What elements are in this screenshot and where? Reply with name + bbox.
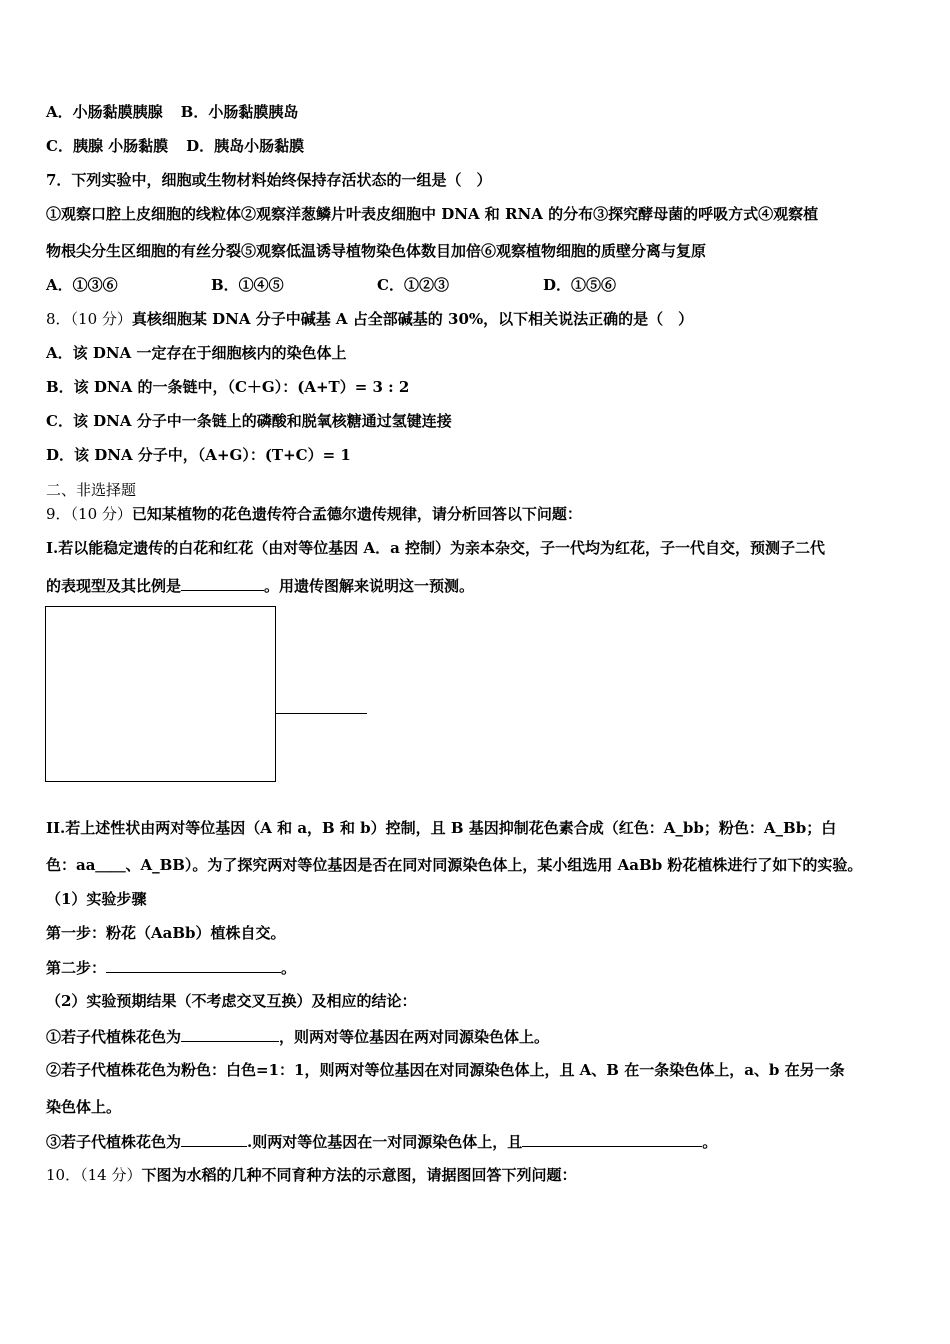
q6-option-b: B．小肠黏膜胰岛 bbox=[180, 103, 299, 121]
q6-option-d: D．胰岛小肠黏膜 bbox=[186, 137, 305, 155]
q9-step2 bbox=[46, 957, 296, 978]
q8-number: 8．（10 分） bbox=[46, 310, 132, 328]
q9-part1-text: 的表现型及其比例是 bbox=[46, 577, 182, 595]
q9-part2-line2: 色：aa＿＿、A_BB）。为了探究两对等位基因是否在同对同源染色体上，某小组选用 AaBb 粉花植株进行了如下的实验。 bbox=[46, 856, 863, 874]
answer-blank[interactable] bbox=[522, 1131, 702, 1147]
section-heading: 二、非选择题 bbox=[46, 481, 137, 499]
q7-items-line1: ①观察口腔上皮细胞的线粒体②观察洋葱鳞片叶表皮细胞中 DNA 和 RNA 的分布③探究酵母菌的呼吸方式④观察植 bbox=[46, 205, 819, 223]
q9-stem: 已知某植物的花色遗传符合孟德尔遗传规律，请分析回答以下问题： bbox=[131, 505, 582, 523]
q7-option-a: A．①③⑥ bbox=[46, 276, 118, 294]
q9-result2-line1: ②若子代植株花色为粉色：白色=1：1，则两对等位基因在对同源染色体上，且 A、B 在一条染色体上，a、b 在另一条 bbox=[46, 1061, 845, 1079]
q7-stem: 7．下列实验中，细胞或生物材料始终保持存活状态的一组是（ ） bbox=[46, 171, 492, 189]
q7-option-c: C．①②③ bbox=[377, 276, 449, 294]
q10-stem: 下图为水稻的几种不同育种方法的示意图，请据图回答下列问题： bbox=[141, 1166, 577, 1184]
q6-option-c: C．胰腺 小肠黏膜 bbox=[46, 137, 169, 155]
q9-result-title: （2）实验预期结果（不考虑交叉互换）及相应的结论： bbox=[46, 992, 417, 1010]
answer-blank[interactable] bbox=[181, 1131, 247, 1147]
q9-part2-line1: II.若上述性状由两对等位基因（A 和 a，B 和 b）控制，且 B 基因抑制花色素合成（红色：A_bb；粉色：A_Bb；白 bbox=[46, 819, 837, 837]
q9-part1-text2: 。用遗传图解来说明这一预测。 bbox=[264, 577, 475, 595]
q9-result3-prefix: ③若子代植株花色为 bbox=[46, 1133, 182, 1151]
answer-blank[interactable] bbox=[106, 957, 281, 973]
q9-result1-suffix: ，则两对等位基因在两对同源染色体上。 bbox=[279, 1028, 550, 1046]
q6-options-row1 bbox=[46, 102, 298, 122]
q9-result3 bbox=[46, 1131, 717, 1152]
q9-step2-prefix: 第二步： bbox=[46, 959, 107, 977]
q7-option-d: D．①⑤⑥ bbox=[543, 276, 617, 294]
q8-option-a: A．该 DNA 一定存在于细胞核内的染色体上 bbox=[46, 344, 347, 362]
q6-option-a: A．小肠黏膜胰腺 bbox=[46, 103, 163, 121]
q9-step1: 第一步：粉花（AaBb）植株自交。 bbox=[46, 924, 286, 942]
q9-part1-line1: I.若以能稳定遗传的白花和红花（由对等位基因 A．a 控制）为亲本杂交，子一代均为红花，子一代自交，预测子二代 bbox=[46, 539, 826, 557]
q7-items-line2: 物根尖分生区细胞的有丝分裂⑤观察低温诱导植物染色体数目加倍⑥观察植物细胞的质壁分离与复原 bbox=[46, 242, 707, 260]
q8-option-c: C．该 DNA 分子中一条链上的磷酸和脱氧核糖通过氢键连接 bbox=[46, 412, 452, 430]
q7-option-b: B．①④⑤ bbox=[211, 276, 284, 294]
q8-option-d: D．该 DNA 分子中，（A+G）：(T+C）= 1 bbox=[46, 446, 351, 464]
q8-stem-line bbox=[46, 309, 693, 329]
genetic-diagram-box bbox=[45, 606, 276, 782]
q9-step-title: （1）实验步骤 bbox=[46, 890, 147, 908]
q9-result1-prefix: ①若子代植株花色为 bbox=[46, 1028, 182, 1046]
q8-option-b: B．该 DNA 的一条链中，（C＋G）：(A+T）= 3 : 2 bbox=[46, 378, 410, 396]
q8-stem: 真核细胞某 DNA 分子中碱基 A 占全部碱基的 30%，以下相关说法正确的是（ ） bbox=[131, 310, 694, 328]
q9-stem-line bbox=[46, 504, 582, 524]
genetic-diagram-connector bbox=[275, 713, 367, 714]
q7-options bbox=[46, 275, 616, 295]
q9-part1-line2 bbox=[46, 575, 474, 596]
q9-result2-line2: 染色体上。 bbox=[46, 1098, 122, 1116]
q9-result1 bbox=[46, 1026, 549, 1047]
q9-result3-mid: .则两对等位基因在一对同源染色体上，且 bbox=[247, 1133, 523, 1151]
q10-number: 10．（14 分） bbox=[46, 1166, 142, 1184]
q10-stem-line bbox=[46, 1165, 576, 1185]
answer-blank[interactable] bbox=[181, 1026, 279, 1042]
q9-number: 9．（10 分） bbox=[46, 505, 132, 523]
q6-options-row2 bbox=[46, 136, 304, 156]
answer-blank[interactable] bbox=[181, 575, 264, 591]
q9-result3-suffix: 。 bbox=[702, 1133, 718, 1151]
q9-step2-suffix: 。 bbox=[281, 959, 297, 977]
